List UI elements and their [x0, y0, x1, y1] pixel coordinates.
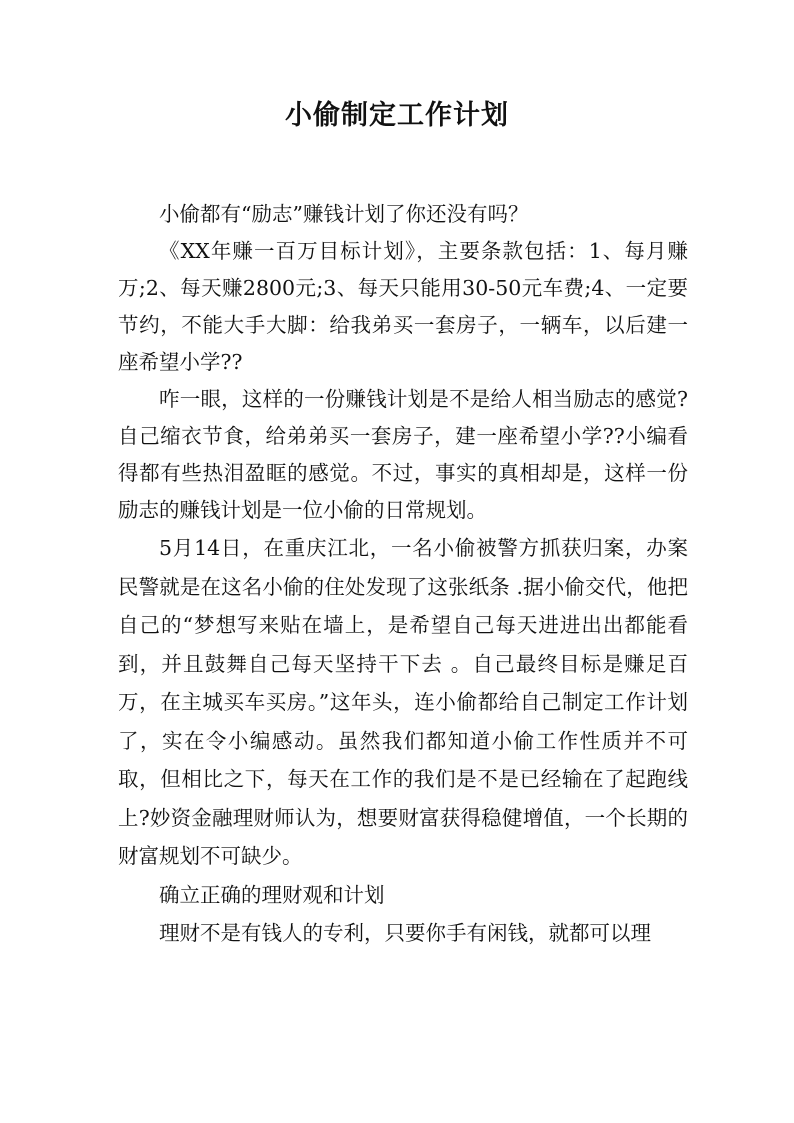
section-heading: 确立正确的理财观和计划	[159, 882, 385, 907]
document-body	[118, 196, 688, 953]
paragraph-intro: 小偷都有“励志”赚钱计划了你还没有吗？	[159, 202, 529, 226]
paragraph-financial-advice: 理财不是有钱人的专利，只要你手有闲钱，就都可以理	[159, 921, 651, 945]
paragraph-news-report: 5月14日，在重庆江北，一名小偷被警方抓获归案，办案民警就是在这名小偷的住处发现了这张纸条 .据小偷交代，他把自己的“梦想写来贴在墙上，是希望自己每天进进出出都能看到，并且鼓舞自己每天坚持干下去 。自己最终目标是赚足百万，在主城买车买房。”这年头，连小偷都给自己制定工作计划了，实在令小编感动。虽然我们都知道小偷工作性质并不可取，但相比之下，每天在工作的我们是不是已经输在了起跑线上?妙资金融理财师认为，想要财富获得稳健增值，一个长期的财富规划不可缺少。	[118, 536, 688, 868]
paragraph-first-impression: 咋一眼，这样的一份赚钱计划是不是给人相当励志的感觉?自己缩衣节食，给弟弟买一套房子，建一座希望小学??小编看得都有些热泪盈眶的感觉。不过，事实的真相却是，这样一份励志的赚钱计划是一位小偷的日常规划。	[118, 387, 688, 522]
paragraph-plan-terms: 《XX年赚一百万目标计划》，主要条款包括：1、每月赚万;2、每天赚2800元;3、每天只能用30-50元车费;4、一定要节约，不能大手大脚：给我弟买一套房子，一辆车，以后建一座希望小学??	[118, 239, 688, 374]
document-title: 小偷制定工作计划	[285, 100, 509, 131]
